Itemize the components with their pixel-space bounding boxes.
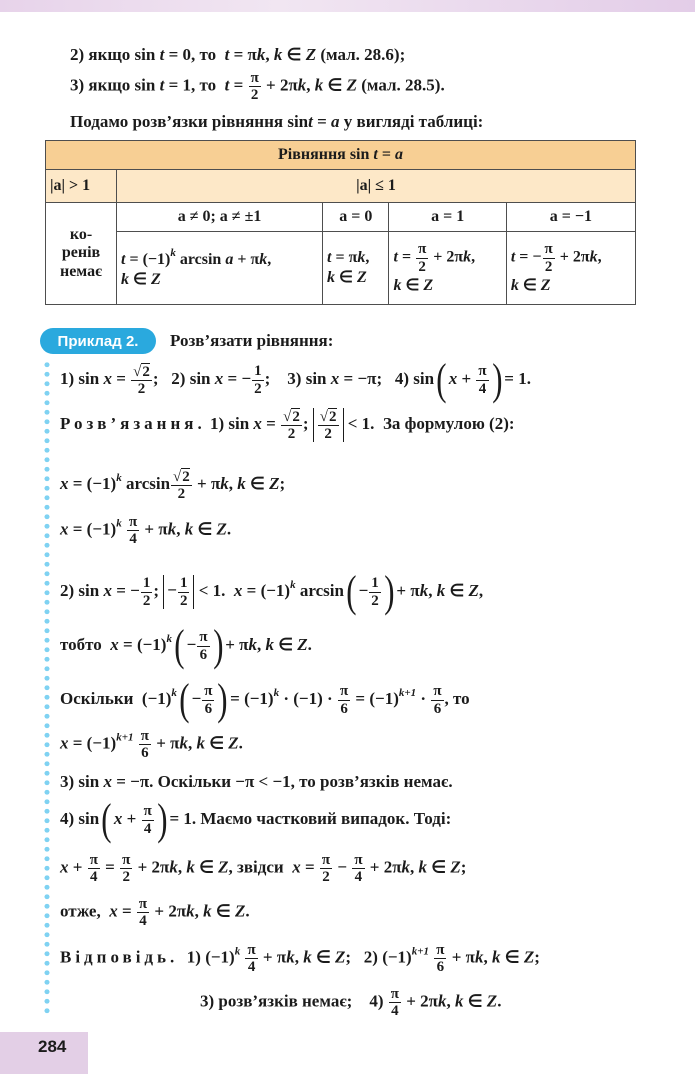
example-task: Розв’язати рівняння:: [170, 331, 334, 350]
example-equations: 1) sin x = $\frac{√2}{2}$ ; 2) sin x = − $\frac{1}{2}$ ; 3) sin x = −π; 4) sin( x + $\frac{\pi}{4}$ ) = 1.: [60, 355, 531, 404]
solution-step-2b: Оскільки $(-1)^k$( − $\frac{\pi}{6}$ ) = $(-1)^k \cdot (-1)$ · $\frac{\pi}{6}$ = $(-1)^{k+1}$ · $\frac{\pi}{6}$ , то: [60, 675, 470, 724]
solution-general: $t = (-1)^k$ arcsin a + πk, k ∈ Z: [117, 232, 323, 305]
table-header: Рівняння sin t = a: [46, 141, 636, 170]
dotted-margin-line: [44, 360, 50, 1016]
case-minus-one: a = −1: [506, 203, 635, 232]
solution-step-2: 2) sin x = − $\frac{1}{2}$ ; − $\frac{1}{2}$ < 1. $x = (-1)^k$ arcsin( − $\frac{1}{2}$ ) + πk, k ∈ Z,: [60, 567, 484, 616]
page-number: 284: [38, 1037, 67, 1056]
col-abs-le-1: |a| ≤ 1: [117, 170, 636, 203]
case-zero: a = 0: [323, 203, 389, 232]
table-intro: Подамо розв’язки рівняння sint = a у вигляді таблиці:: [70, 112, 484, 131]
top-decorative-band: [0, 0, 695, 12]
solution-minus-one: t = − $\frac{\pi}{2}$ + 2πk, k ∈ Z: [506, 232, 635, 305]
solution-step-1a: $x = (-1)^k$ arcsin $\frac{√2}{2}$ + πk, k ∈ Z;: [60, 469, 286, 503]
solution-step-4a: x + $\frac{\pi}{4}$ = $\frac{\pi}{2}$ + 2πk, k ∈ Z, звідси x = $\frac{\pi}{2}$ − $\frac{\pi}{4}$ + 2πk, k ∈ Z;: [60, 852, 467, 886]
case-sin-one: 3) якщо sin t = 1, то t = $\frac{\pi}{2}$ + 2πk, k ∈ Z (мал. 28.5).: [70, 70, 445, 104]
solution-zero: t = πk, k ∈ Z: [323, 232, 389, 305]
answer-line-1: Відповідь. 1) $(-1)^k$ $\frac{\pi}{4}$ + πk, k ∈ Z; 2) $(-1)^{k+1}$ $\frac{\pi}{6}$ + πk, k ∈ Z;: [60, 942, 540, 976]
solution-one: t = $\frac{\pi}{2}$ + 2πk, k ∈ Z: [389, 232, 506, 305]
solution-step-2a: тобто $x = (-1)^k$( − $\frac{\pi}{6}$ ) + πk, k ∈ Z.: [60, 621, 312, 670]
solution-step-2c: $x = (-1)^{k+1}$ $\frac{\pi}{6}$ + πk, k ∈ Z.: [60, 728, 243, 762]
no-roots-cell: ко- ренів немає: [46, 203, 117, 305]
case-one: a = 1: [389, 203, 506, 232]
solution-step-1b: $x = (-1)^k$ $\frac{\pi}{4}$ + πk, k ∈ Z.: [60, 514, 232, 548]
answer-line-2: 3) розв’язків немає; 4) $\frac{\pi}{4}$ + 2πk, k ∈ Z.: [200, 986, 502, 1020]
case-general: a ≠ 0; a ≠ ±1: [117, 203, 323, 232]
solution-step-4b: отже, x = $\frac{\pi}{4}$ + 2πk, k ∈ Z.: [60, 896, 250, 930]
solution-step-4: 4) sin( x + $\frac{\pi}{4}$ ) = 1. Маємо частковий випадок. Тоді:: [60, 795, 452, 844]
solution-step-1: Розв’язання. 1) sin x = $\frac{√2}{2}$ ; $\frac{√2}{2}$ < 1. За формулою (2):: [60, 409, 515, 443]
col-abs-gt-1: |a| > 1: [46, 170, 117, 203]
solutions-table: [45, 140, 636, 305]
example-badge: Приклад 2.: [40, 328, 156, 354]
solution-step-3: 3) sin x = −π. Оскільки −π < −1, то розв’язків немає.: [60, 772, 453, 791]
case-sin-zero: 2) якщо sin t = 0, то t = πk, k ∈ Z (мал. 28.6);: [70, 45, 406, 64]
